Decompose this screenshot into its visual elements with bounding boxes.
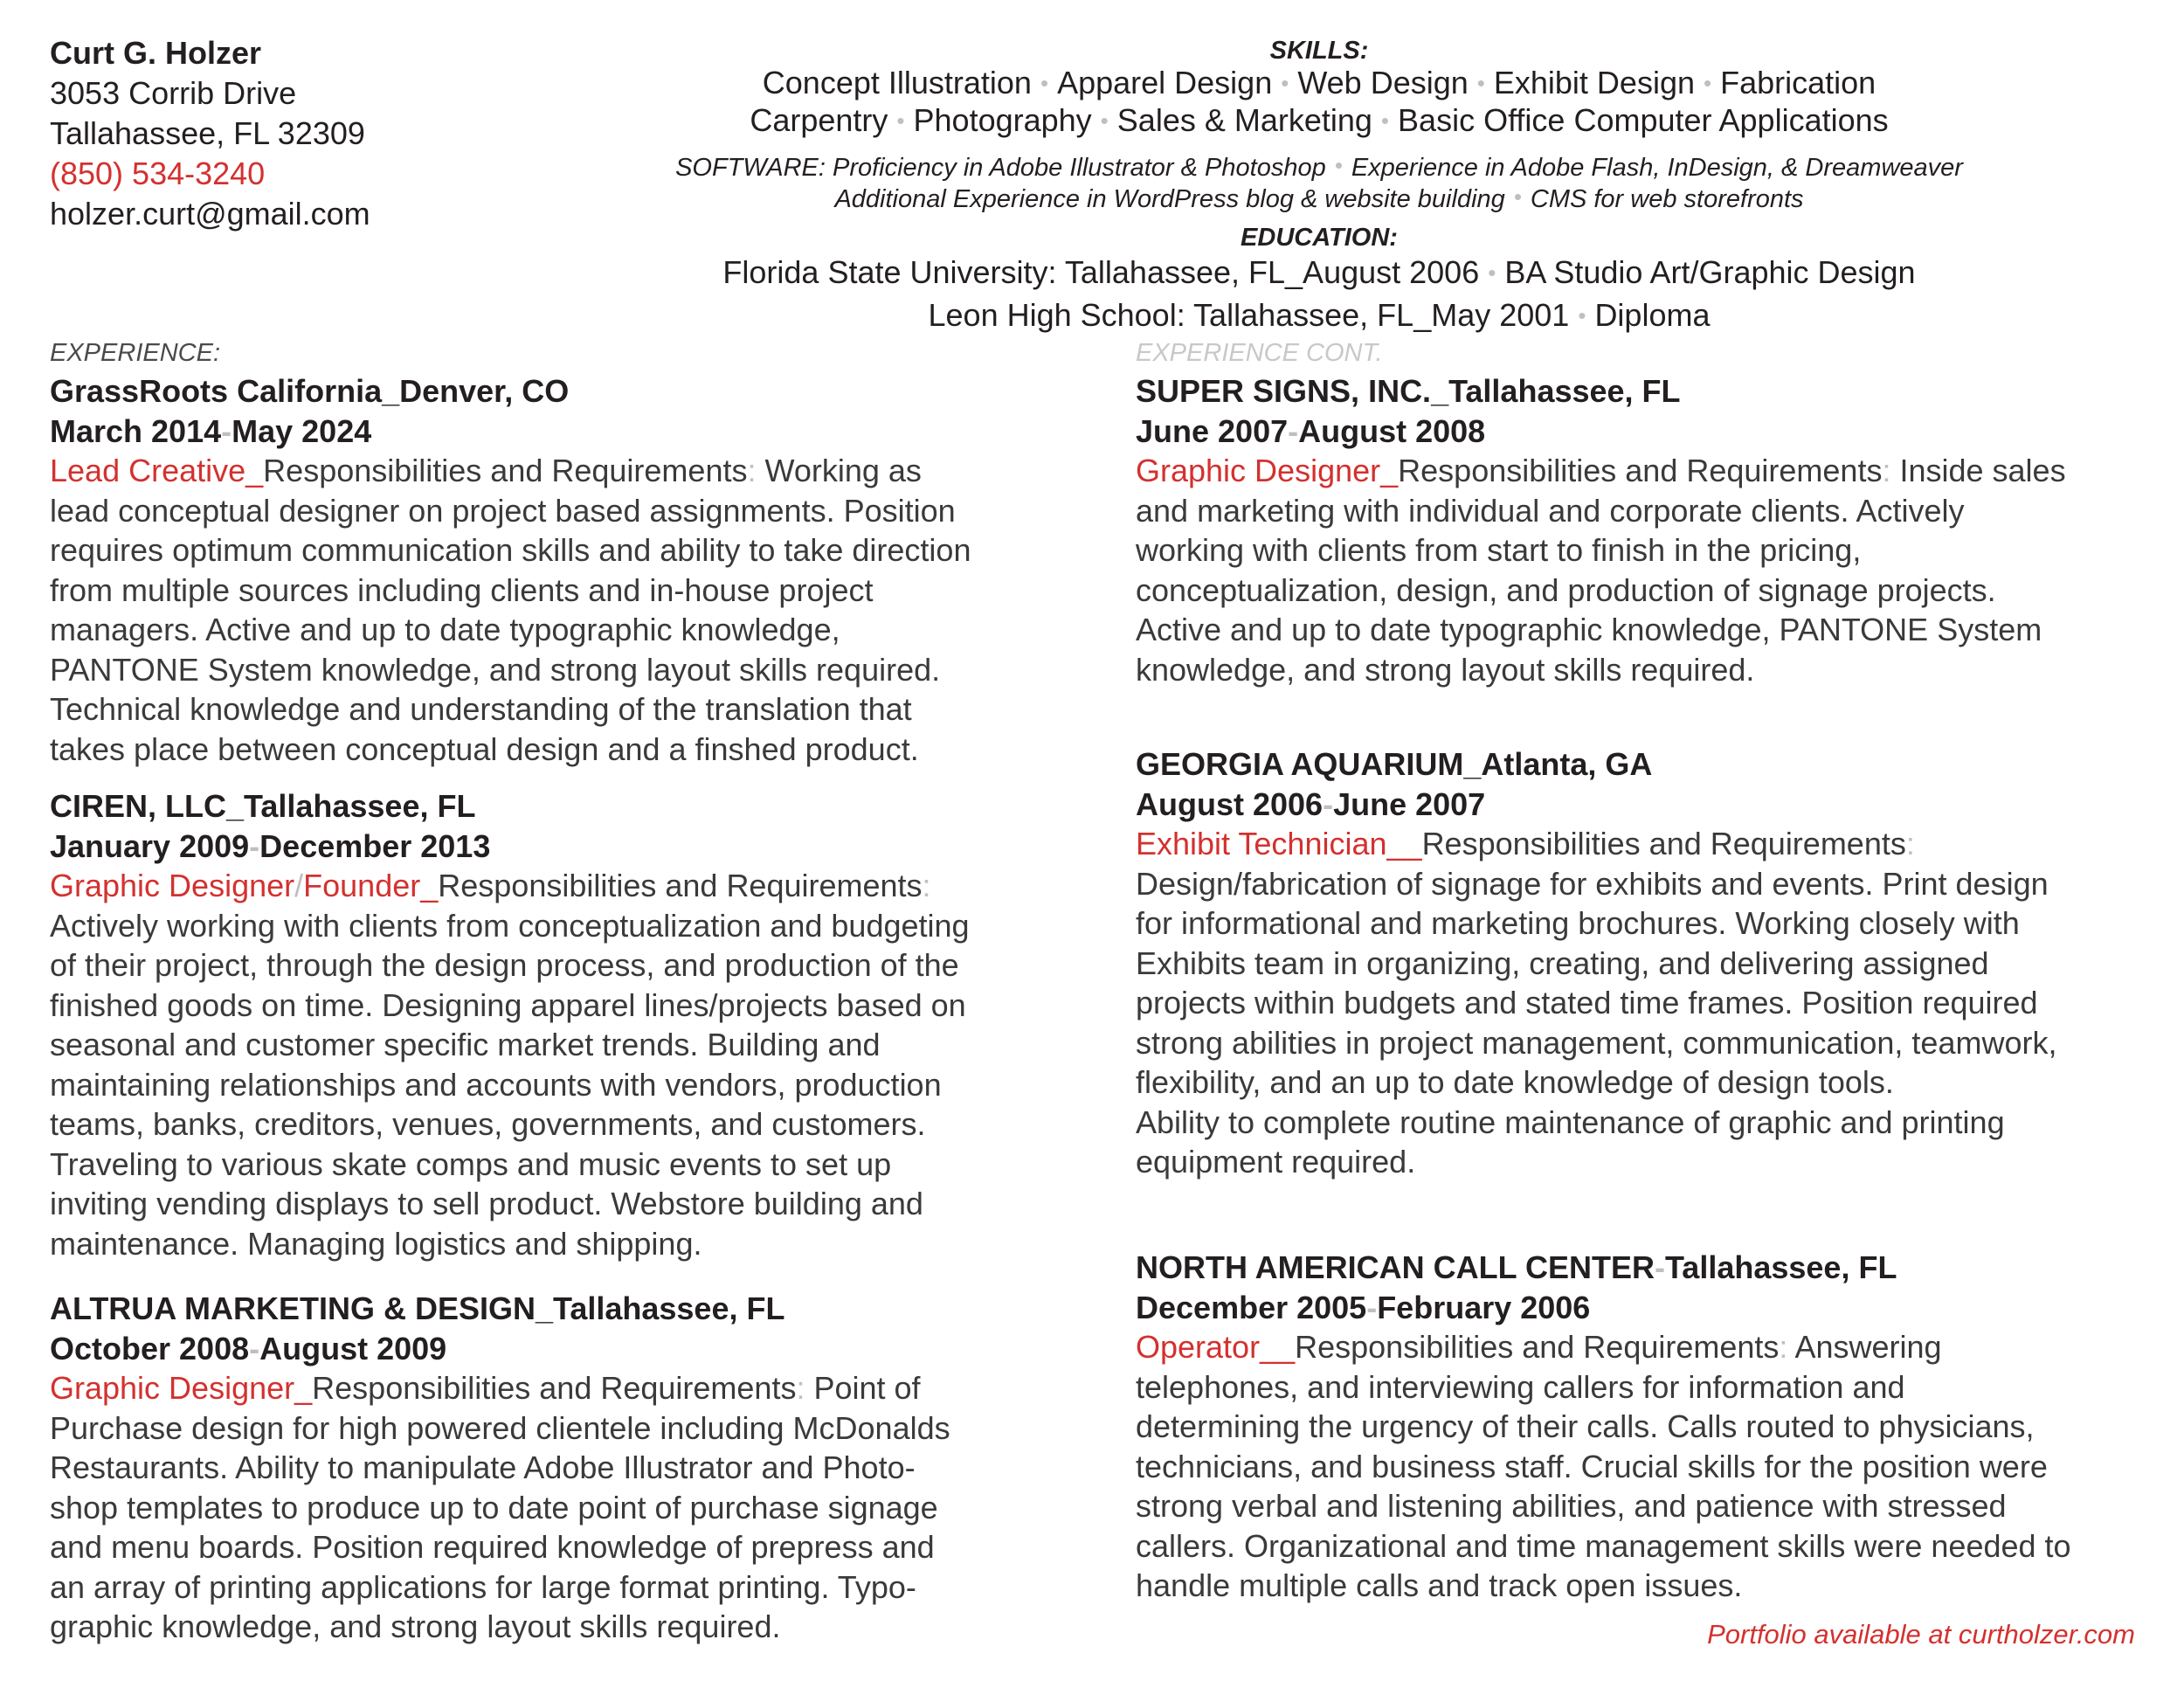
email-address[interactable]: holzer.curt@gmail.com [50, 196, 370, 232]
resp-label: Responsibilities and Requirements [438, 868, 923, 903]
skill-item: Photography [913, 102, 1092, 138]
job-role: Founder_ [303, 868, 439, 903]
skills-section [559, 37, 2079, 141]
education-line-2 [559, 295, 2079, 338]
date-separator: - [221, 412, 232, 449]
org-name: NORTH AMERICAN CALL CENTER [1136, 1249, 1655, 1285]
job-organization: GrassRoots California_Denver, CO [50, 373, 570, 409]
bullet-dot: • [1578, 302, 1586, 329]
job-role: Graphic Designer [50, 868, 295, 903]
resp-label: Responsibilities and Requirements [263, 453, 748, 488]
experience-cont-label: EXPERIENCE CONT. [1136, 339, 1383, 367]
desc-line: conceptualization, design, and production of signage projects. [1136, 571, 1996, 608]
software-line-2 [559, 183, 2079, 215]
bullet-dot: • [896, 107, 905, 134]
desc-line: of their project, through the design process, and production of the [50, 947, 959, 983]
experience-label: EXPERIENCE: [50, 339, 220, 367]
date-separator: - [249, 827, 260, 864]
colon: : [1779, 1329, 1788, 1365]
job-description [1136, 824, 2167, 1182]
job-role: Lead Creative_ [50, 453, 264, 488]
desc-line: for informational and marketing brochures. Working closely with [1136, 905, 2020, 941]
desc-line: projects within budgets and stated time frames. Position required [1136, 985, 2038, 1020]
job-description [50, 1368, 1081, 1647]
resp-label: Responsibilities and Requirements [1398, 453, 1883, 488]
job-organization: CIREN, LLC_Tallahassee, FL [50, 788, 476, 824]
job-dates [50, 827, 1081, 867]
job-description [1136, 1327, 2167, 1606]
job-description [1136, 451, 2167, 689]
job-entry [50, 1289, 1081, 1647]
date-start: August 2006 [1136, 785, 1324, 822]
date-end: December 2013 [259, 827, 491, 864]
job-role: Operator__ [1136, 1329, 1296, 1365]
desc-line: technicians, and business staff. Crucial skills for the position were [1136, 1448, 2048, 1484]
desc-line: Actively working with clients from conceptualization and budgeting [50, 907, 970, 944]
job-dates [50, 1329, 1081, 1369]
city-state-zip: Tallahassee, FL 32309 [50, 115, 365, 151]
desc-line: maintaining relationships and accounts with vendors, production [50, 1066, 942, 1103]
date-end: August 2008 [1298, 412, 1486, 449]
date-start: June 2007 [1136, 412, 1289, 449]
desc-line: managers. Active and up to date typographic knowledge, [50, 612, 840, 647]
desc-line: Purchase design for high powered clientele including McDonalds [50, 1409, 950, 1446]
desc-line: an array of printing applications for large format printing. Typo- [50, 1568, 916, 1605]
date-end: May 2024 [232, 412, 372, 449]
software-text: Experience in Adobe Flash, InDesign, & Dreamweaver [1351, 154, 1963, 182]
date-start: December 2005 [1136, 1289, 1367, 1325]
education-heading: EDUCATION: [1241, 224, 1398, 252]
name: Curt G. Holzer [50, 35, 262, 71]
skill-item: Sales & Marketing [1116, 102, 1372, 138]
desc-line: Ability to complete routine maintenance of graphic and printing [1136, 1103, 2005, 1140]
resp-label: Responsibilities and Requirements [1295, 1329, 1780, 1365]
desc-line: Active and up to date typographic knowledge, PANTONE System [1136, 612, 2042, 647]
date-start: October 2008 [50, 1330, 250, 1366]
desc-line: inviting vending displays to sell product. Webstore building and [50, 1186, 923, 1221]
colon: : [922, 868, 931, 903]
desc-line: takes place between conceptual design and a finshed product. [50, 730, 919, 767]
desc-line: and menu boards. Position required knowledge of prepress and [50, 1529, 935, 1565]
desc-line: maintenance. Managing logistics and shipping. [50, 1225, 702, 1262]
skill-item: Web Design [1297, 65, 1469, 100]
desc-line: Traveling to various skate comps and music events to set up [50, 1145, 892, 1182]
date-end: August 2009 [259, 1330, 447, 1366]
job-organization: ALTRUA MARKETING & DESIGN_Tallahassee, FL [50, 1290, 785, 1326]
desc-line: strong abilities in project management, communication, teamwork, [1136, 1024, 2057, 1061]
desc-line: handle multiple calls and track open issues. [1136, 1567, 1743, 1603]
desc-line: shop templates to produce up to date point of purchase signage [50, 1489, 938, 1525]
job-entry [50, 371, 1081, 769]
job-dates [1136, 785, 2167, 825]
portfolio-link[interactable]: Portfolio available at curtholzer.com [1707, 1619, 2135, 1650]
org-location: Tallahassee, FL [1664, 1249, 1897, 1285]
job-organization: SUPER SIGNS, INC._Tallahassee, FL [1136, 373, 1681, 409]
desc-line: PANTONE System knowledge, and strong layout skills required. [50, 651, 941, 688]
education-line-1 [559, 253, 2079, 295]
desc-line: strong verbal and listening abilities, and patience with stressed [1136, 1488, 2007, 1524]
skills-heading: SKILLS: [1269, 37, 1369, 65]
skill-item: Apparel Design [1057, 65, 1273, 100]
skill-item: Concept Illustration [762, 65, 1032, 100]
job-role: Exhibit Technician__ [1136, 826, 1422, 861]
job-entry [50, 786, 1081, 1263]
skill-item: Fabrication [1720, 65, 1876, 100]
software-line-1 [559, 152, 2079, 183]
desc-line: working with clients from start to finish in the pricing, [1136, 532, 1862, 568]
desc-line: Design/fabrication of signage for exhibits and events. Print design [1136, 865, 2049, 902]
date-separator: - [1323, 785, 1334, 822]
desc-line: and marketing with individual and corporate clients. Actively [1136, 492, 1965, 529]
job-organization [1136, 1248, 2167, 1288]
date-separator: - [1288, 412, 1299, 449]
software-text: CMS for web storefronts [1530, 185, 1804, 213]
bullet-dot: • [1476, 70, 1485, 96]
desc-line: requires optimum communication skills and ability to take direction [50, 532, 971, 568]
software-text: SOFTWARE: Proficiency in Adobe Illustrator & Photoshop [675, 154, 1326, 182]
desc-line: callers. Organizational and time management skills were needed to [1136, 1527, 2071, 1564]
desc-line: teams, banks, creditors, venues, governments, and customers. [50, 1106, 926, 1142]
contact-block [50, 33, 370, 234]
colon: : [1882, 453, 1891, 488]
job-entry [1136, 1248, 2167, 1606]
desc-line: knowledge, and strong layout skills required. [1136, 651, 1755, 688]
bullet-dot: • [1380, 107, 1390, 134]
colon: : [747, 453, 757, 488]
desc-line: equipment required. [1136, 1144, 1416, 1180]
desc-line: Restaurants. Ability to manipulate Adobe Illustrator and Photo- [50, 1449, 916, 1485]
resp-label: Responsibilities and Requirements [312, 1370, 797, 1406]
date-separator: - [249, 1330, 260, 1366]
bullet-dot: • [1513, 183, 1522, 210]
date-end: February 2006 [1377, 1289, 1591, 1325]
job-dates [1136, 1288, 2167, 1328]
date-end: June 2007 [1333, 785, 1486, 822]
skill-item: Basic Office Computer Applications [1398, 102, 1889, 138]
software-text: Additional Experience in WordPress blog & website building [834, 185, 1505, 213]
education-school: Leon High School: Tallahassee, FL_May 2001 [928, 297, 1570, 333]
role-separator: / [294, 868, 304, 903]
resp-label: Responsibilities and Requirements [1421, 826, 1906, 861]
date-separator: - [1366, 1289, 1378, 1325]
bullet-dot: • [1334, 152, 1343, 178]
bullet-dot: • [1704, 70, 1712, 96]
desc-line: seasonal and customer specific market trends. Building and [50, 1027, 881, 1062]
job-role: Graphic Designer_ [1136, 453, 1399, 488]
desc-first-line: Working as [756, 453, 922, 488]
skill-item: Exhibit Design [1493, 65, 1695, 100]
desc-first-line: Point of [805, 1370, 921, 1406]
job-entry [1136, 371, 2167, 689]
phone-number[interactable]: (850) 534-3240 [50, 156, 266, 191]
street-address: 3053 Corrib Drive [50, 75, 297, 111]
desc-line: finished goods on time. Designing apparel lines/projects based on [50, 986, 966, 1023]
bullet-dot: • [1281, 70, 1289, 96]
job-role: Graphic Designer_ [50, 1370, 313, 1406]
date-start: January 2009 [50, 827, 250, 864]
skills-line-2 [559, 103, 2079, 141]
education-school: Florida State University: Tallahassee, FL_August 2006 [722, 254, 1480, 290]
desc-line: Technical knowledge and understanding of the translation that [50, 691, 912, 727]
software-section [559, 152, 2079, 215]
desc-line: telephones, and interviewing callers for information and [1136, 1368, 1905, 1405]
org-separator: - [1654, 1249, 1665, 1285]
education-degree: Diploma [1594, 297, 1711, 333]
desc-line: flexibility, and an up to date knowledge of design tools. [1136, 1064, 1894, 1100]
job-organization: GEORGIA AQUARIUM_Atlanta, GA [1136, 746, 1653, 782]
bullet-dot: • [1040, 70, 1049, 96]
date-start: March 2014 [50, 412, 222, 449]
desc-line: Exhibits team in organizing, creating, and delivering assigned [1136, 944, 1989, 981]
bullet-dot: • [1488, 259, 1496, 286]
colon: : [1905, 826, 1915, 861]
desc-first-line: Answering [1787, 1329, 1942, 1365]
desc-line: lead conceptual designer on project based assignments. Position [50, 492, 956, 529]
desc-line: from multiple sources including clients and in-house project [50, 571, 874, 608]
desc-line: graphic knowledge, and strong layout skills required. [50, 1608, 781, 1644]
bullet-dot: • [1100, 107, 1109, 134]
job-dates [1136, 412, 2167, 452]
skill-item: Carpentry [750, 102, 888, 138]
job-description [50, 451, 1081, 769]
job-dates [50, 412, 1081, 452]
skills-line-1 [559, 66, 2079, 103]
colon: : [796, 1370, 805, 1406]
job-description [50, 866, 1081, 1263]
desc-first-line: Inside sales [1890, 453, 2066, 488]
education-degree: BA Studio Art/Graphic Design [1504, 254, 1916, 290]
job-entry [1136, 744, 2167, 1182]
desc-line: determining the urgency of their calls. Calls routed to physicians, [1136, 1408, 2035, 1444]
education-section [559, 224, 2079, 338]
